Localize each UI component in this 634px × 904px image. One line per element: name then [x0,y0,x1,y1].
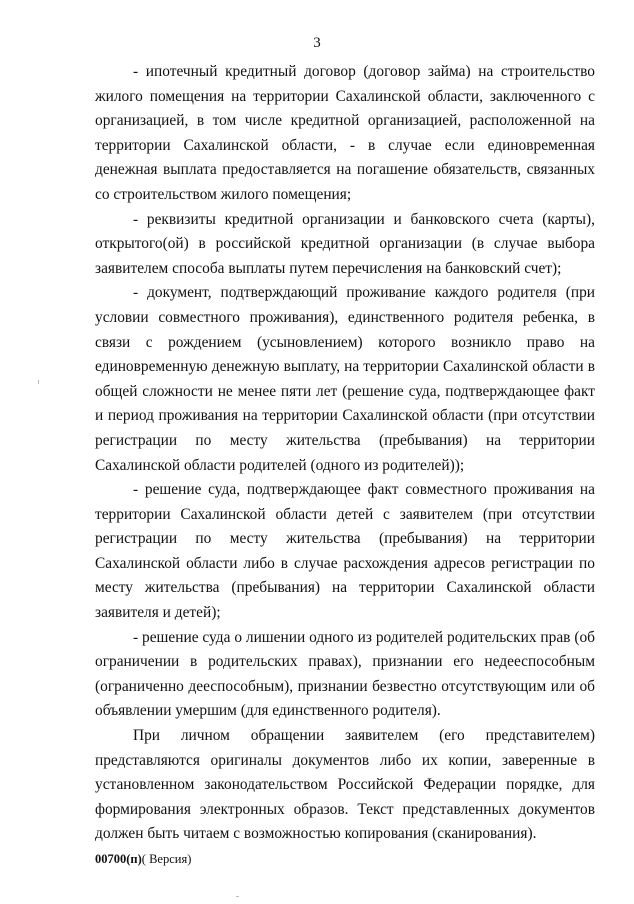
document-body [95,60,595,847]
paragraph-mortgage-agreement: - ипотечный кредитный договор (договор займа) на строительство жилого помещения на территории Сахалинской области, заключенного с организацией, в том числе кредитной организацией, расположенной на территории Сахалинской области, - в случае если единовременная денежная выплата предоставляется на погашение обязательств, связанных со строительством жилого помещения; [95,63,595,203]
paragraph-residence-document: - документ, подтверждающий проживание каждого родителя (при условии совместного проживания), единственного родителя ребенка, в связи с рождением (усыновлением) которого возникло право на единовременную денежную выплату, на территории Сахалинской области в общей сложности не менее пяти лет (решение суда, подтверждающее факт и период проживания на территории Сахалинской области (при отсутствии регистрации по месту жительства (пребывания) на территории Сахалинской области родителей (одного из родителей)); [95,284,595,474]
paragraph-bank-details: - реквизиты кредитной организации и банковского счета (карты), открытого(ой) в российской кредитной организации (в случае выбора заявителем способа выплаты путем перечисления на банковский счет); [95,210,595,277]
paragraph-court-decision-deprivation: - решение суда о лишении одного из родителей родительских прав (об ограничении в родительских правах), признании его недееспособным (ограниченно дееспособным), признании безвестно отсутствующим или об объявлении умершим (для единственного родителя). [95,628,595,720]
paragraph-court-decision-cohabitation: - решение суда, подтверждающее факт совместного проживания на территории Сахалинской области детей с заявителем (при отсутствии регистрации по месту жительства (пребывания) на территории Сахалинской области либо в случае расхождения адресов регистрации по месту жительства (пребывания) на территории Сахалинской области заявителя и детей); [95,481,595,622]
document-version: ( Версия) [141,852,192,866]
paragraph-originals-submission: При личном обращении заявителем (его представителем) представляются оригиналы документов либо их копии, заверенные в установленном законодательством Российской Федерации порядке, для формирования электронных образов. Текст представленных документов должен быть читаем с возможностью копирования (сканирования). [95,727,595,843]
scan-mark [236,896,239,897]
document-code: 00700(п) [95,852,142,866]
page-number: 3 [313,35,321,51]
document-footer [95,851,191,867]
scan-mark [38,380,39,384]
